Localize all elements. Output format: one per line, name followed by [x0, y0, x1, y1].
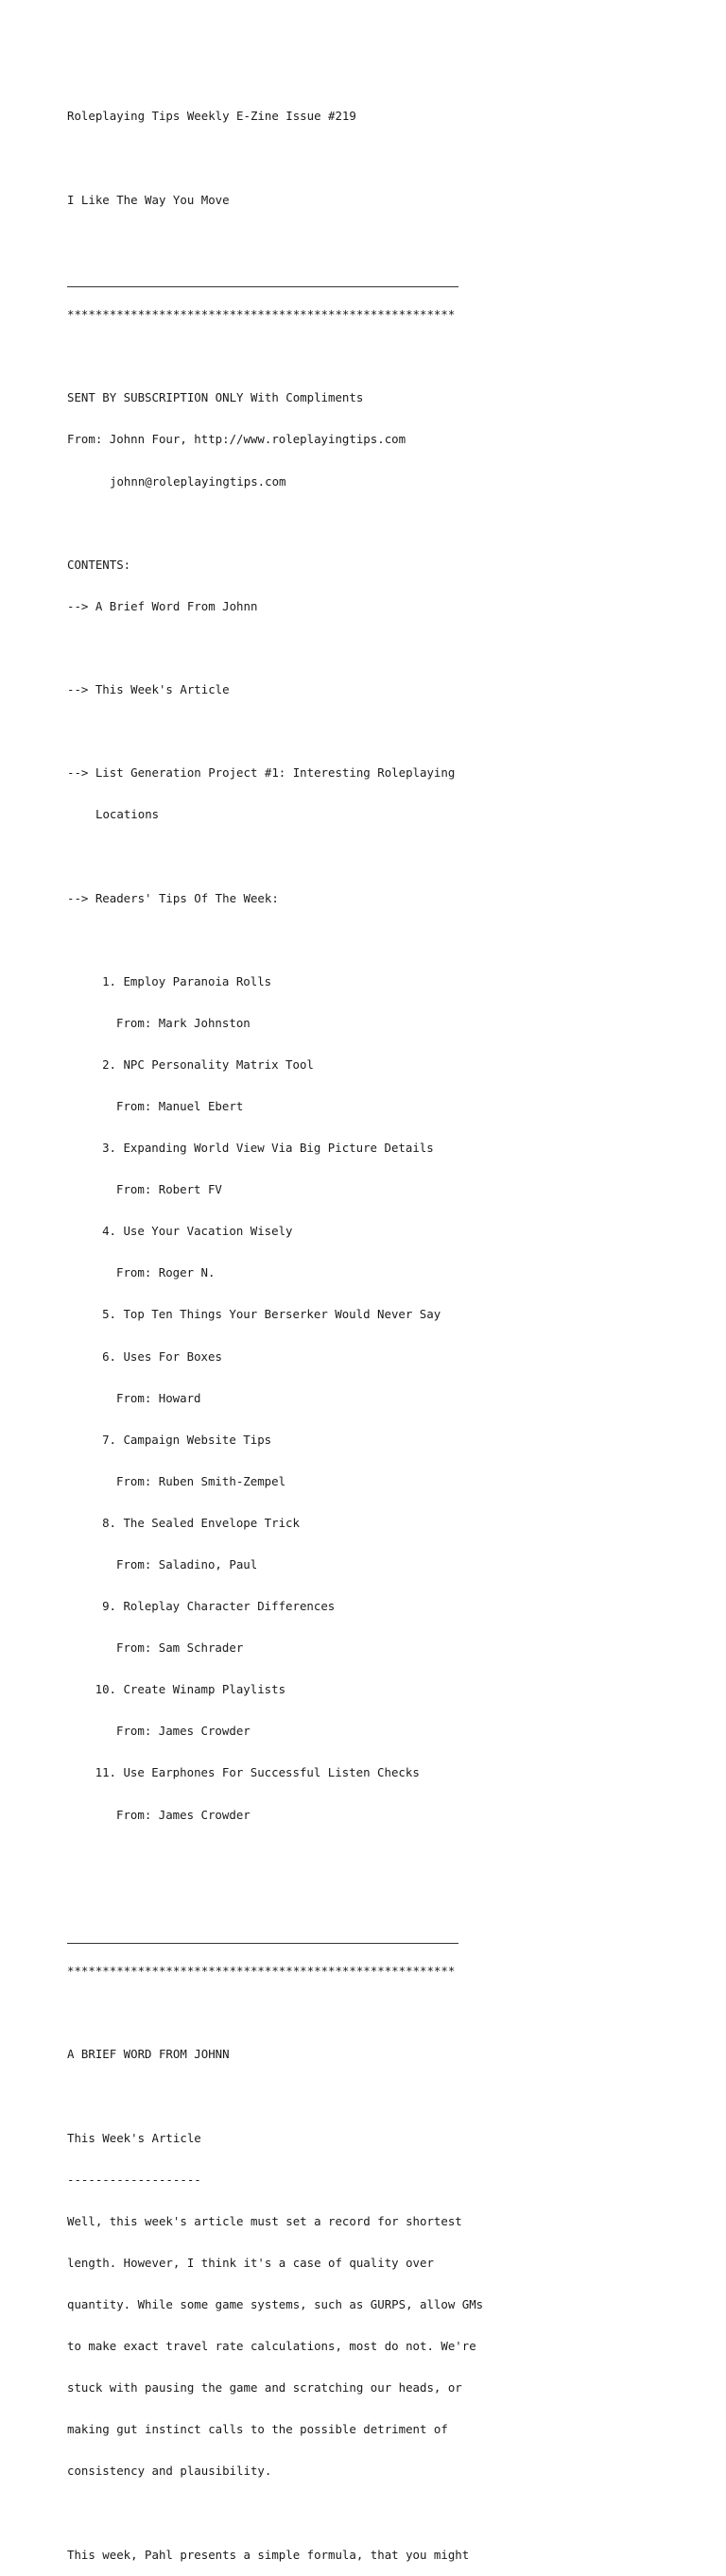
horizontal-rule [67, 1943, 458, 1944]
star-divider: ******************************************************* [67, 1964, 456, 1979]
tip-from: From: Roger N. [116, 1265, 216, 1280]
tip-number: 1. [102, 973, 116, 988]
tip-title: Campaign Website Tips [123, 1432, 272, 1447]
tip-item [67, 1766, 710, 1780]
tip-from: From: Howard [116, 1390, 201, 1405]
tip-item [67, 1600, 710, 1614]
contents-item: --> A Brief Word From Johnn [67, 598, 258, 613]
tip-number: 10. [95, 1682, 116, 1697]
email-line: johnn@roleplayingtips.com [110, 473, 286, 489]
tip-title: Expanding World View Via Big Picture Details [123, 1141, 434, 1156]
tip-from: From: James Crowder [116, 1724, 251, 1739]
tip-title: Create Winamp Playlists [123, 1682, 286, 1697]
tip-item [67, 1350, 710, 1365]
tip-number: 7. [102, 1432, 116, 1447]
tip-from: From: Manuel Ebert [116, 1098, 244, 1113]
article-body-line: to make exact travel rate calculations, most do not. We're [67, 2339, 476, 2354]
tip-from: From: Saladino, Paul [116, 1557, 258, 1572]
tip-title: Use Your Vacation Wisely [123, 1224, 293, 1239]
document-page [67, 82, 710, 2576]
contents-item-continuation: Locations [95, 807, 160, 822]
tip-from: From: Sam Schrader [116, 1640, 244, 1656]
article-heading: This Week's Article [67, 2130, 201, 2145]
tip-item [67, 1434, 710, 1448]
tip-title: Employ Paranoia Rolls [123, 973, 272, 988]
tip-number: 11. [95, 1765, 116, 1780]
sent-by-line: SENT BY SUBSCRIPTION ONLY With Compliments [67, 390, 364, 405]
article-body-line: consistency and plausibility. [67, 2464, 272, 2479]
tip-number: 5. [102, 1307, 116, 1322]
contents-item: --> This Week's Article [67, 682, 230, 697]
tip-number: 9. [102, 1599, 116, 1614]
tip-number: 6. [102, 1348, 116, 1364]
article-body-line: This week, Pahl presents a simple formula, that you might [67, 2547, 470, 2562]
tip-from: From: Ruben Smith-Zempel [116, 1473, 286, 1488]
tip-title: Use Earphones For Successful Listen Checks [123, 1765, 420, 1780]
contents-item: --> Readers' Tips Of The Week: [67, 890, 279, 905]
tip-number: 3. [102, 1141, 116, 1156]
article-body-line: Well, this week's article must set a record for shortest [67, 2213, 462, 2228]
tip-number: 2. [102, 1056, 116, 1072]
tip-from: From: Robert FV [116, 1182, 222, 1197]
section-heading: A BRIEF WORD FROM JOHNN [67, 2047, 230, 2062]
tip-from: From: James Crowder [116, 1807, 251, 1822]
horizontal-rule [67, 286, 458, 287]
article-body-line: stuck with pausing the game and scratching our heads, or [67, 2380, 462, 2396]
contents-heading: CONTENTS: [67, 557, 131, 572]
tip-item [67, 975, 710, 989]
article-body-line: making gut instinct calls to the possible detriment of [67, 2422, 448, 2437]
tip-item [67, 1308, 710, 1322]
tip-title: Uses For Boxes [123, 1348, 222, 1364]
tip-title: Roleplay Character Differences [123, 1599, 336, 1614]
tips-list [67, 947, 710, 1849]
contents-item: --> List Generation Project #1: Interesting Roleplaying [67, 765, 456, 781]
tip-item [67, 1142, 710, 1156]
tip-title: Top Ten Things Your Berserker Would Never Say [123, 1307, 441, 1322]
article-underline: ------------------- [67, 2172, 201, 2187]
tip-title: The Sealed Envelope Trick [123, 1515, 300, 1530]
article-body-line: length. However, I think it's a case of quality over [67, 2255, 434, 2270]
tip-item [67, 1058, 710, 1073]
tip-title: NPC Personality Matrix Tool [123, 1056, 314, 1072]
document-title: Roleplaying Tips Weekly E-Zine Issue #219 [67, 109, 356, 124]
tip-item [67, 1225, 710, 1239]
tip-number: 4. [102, 1224, 116, 1239]
tip-from: From: Mark Johnston [116, 1015, 251, 1030]
tip-number: 8. [102, 1515, 116, 1530]
article-body-line: quantity. While some game systems, such as GURPS, allow GMs [67, 2297, 484, 2312]
from-line: From: Johnn Four, http://www.roleplayingtips.com [67, 432, 406, 447]
tip-item [67, 1683, 710, 1697]
star-divider: ******************************************************* [67, 307, 456, 322]
document-subtitle: I Like The Way You Move [67, 192, 230, 207]
tip-item [67, 1517, 710, 1531]
